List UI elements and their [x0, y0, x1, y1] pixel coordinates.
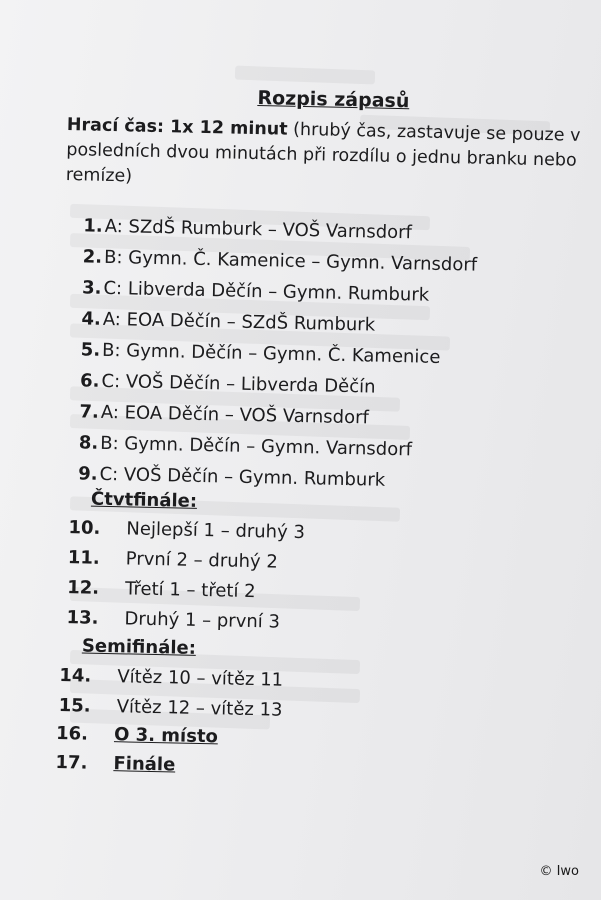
- match-row: 13. Druhý 1 – první 3: [66, 607, 281, 633]
- semifinal-heading: Semifinále:: [81, 635, 197, 659]
- match-row: 17. Finále: [55, 751, 176, 776]
- photo-credit: © Iwo: [539, 864, 579, 879]
- match-row: 12. Třetí 1 – třetí 2: [66, 577, 256, 603]
- match-row: 16. O 3. místo: [55, 722, 219, 748]
- match-row: 6.C: VOŠ Děčín – Libverda Děčín: [79, 370, 376, 398]
- match-row: 3.C: Libverda Děčín – Gymn. Rumburk: [81, 277, 430, 306]
- playing-time: Hrací čas: 1x 12 minut: [66, 115, 288, 140]
- match-row: 14. Vítěz 10 – vítěz 11: [59, 665, 284, 691]
- match-row: 4.A: EOA Děčín – SZdŠ Rumburk: [81, 308, 376, 336]
- match-row: 9.C: VOŠ Děčín – Gymn. Rumburk: [77, 463, 386, 491]
- match-row: 11. První 2 – druhý 2: [67, 547, 279, 573]
- quarterfinal-heading: Čtvtfinále:: [90, 488, 198, 512]
- document-title: Rozpis zápasů: [257, 87, 410, 113]
- match-row: 5.B: Gymn. Děčín – Gymn. Č. Kamenice: [80, 339, 441, 368]
- match-row: 10. Nejlepší 1 – druhý 3: [68, 517, 306, 544]
- match-row: 8.B: Gymn. Děčín – Gymn. Varnsdorf: [78, 432, 413, 461]
- intro-paragraph: [66, 113, 587, 199]
- match-row: 7.A: EOA Děčín – VOŠ Varnsdorf: [79, 401, 370, 429]
- match-row: 1.A: SZdŠ Rumburk – VOŠ Varnsdorf: [83, 215, 413, 244]
- playing-time-note: (hrubý čas, zastavuje se pouze v posledních dvou minutách při rozdílu o jednu branku nebo remíze): [65, 119, 581, 187]
- match-row: 2.B: Gymn. Č. Kamenice – Gymn. Varnsdorf: [82, 246, 478, 276]
- match-row: 15. Vítěz 12 – vítěz 13: [58, 695, 283, 721]
